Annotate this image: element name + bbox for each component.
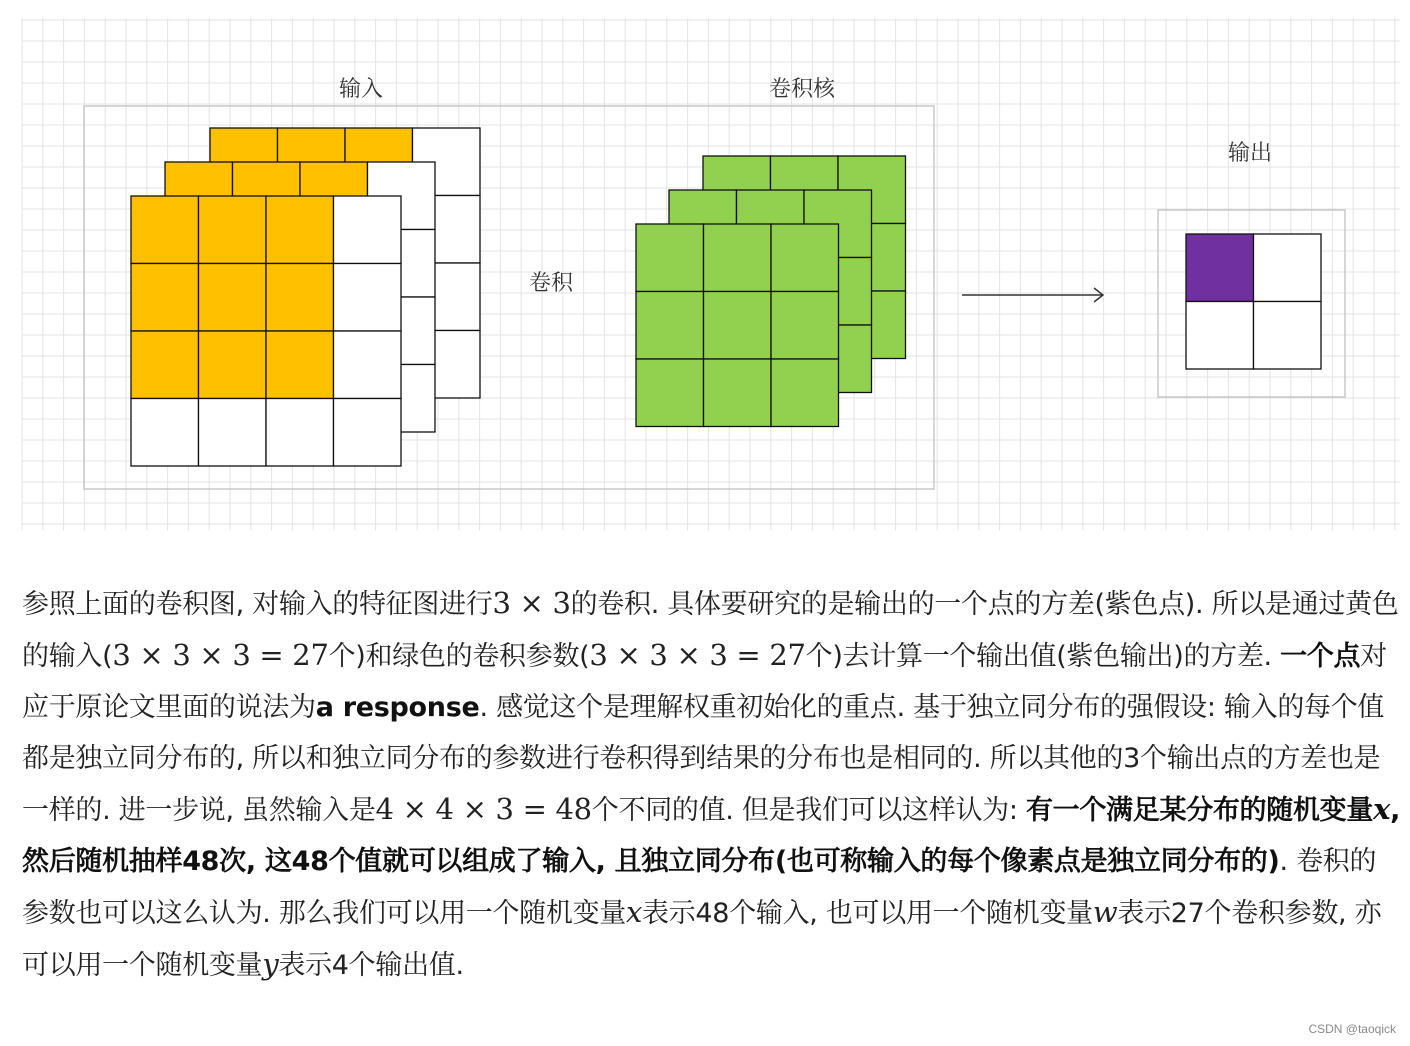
- grid-cell: [199, 399, 267, 467]
- grid-cell: [131, 196, 199, 264]
- math-input-count: 3 × 3 × 3 = 27: [112, 638, 329, 672]
- output-layer: [1186, 234, 1321, 369]
- math-48: 4 × 4 × 3 = 48: [375, 792, 592, 826]
- bold-random-variable: 有一个满足某分布的随机变量x, 然后随机抽样48次, 这48个值就可以组成了输入, 且独立同分布(也可称输入的每个像素点是独立同分布的): [22, 792, 1401, 877]
- kernel-tensor: [636, 156, 906, 427]
- label-kernel: 卷积核: [768, 77, 836, 102]
- var-w: w: [1092, 895, 1118, 929]
- kernel-layer-front: [636, 224, 839, 427]
- grid-cell: [636, 224, 704, 292]
- grid-cell: [704, 359, 772, 427]
- label-conv: 卷积: [528, 271, 574, 296]
- grid-cell: [131, 399, 199, 467]
- label-input: 输入: [338, 77, 384, 102]
- bold-a-response: a response: [315, 692, 480, 723]
- grid-cell: [636, 292, 704, 360]
- grid-cell: [334, 196, 402, 264]
- grid-cell: [771, 359, 839, 427]
- grid-cell: [1186, 302, 1254, 370]
- input-layer-front: [131, 196, 401, 466]
- explanation-paragraph: 参照上面的卷积图, 对输入的特征图进行3 × 3的卷积. 具体要研究的是输出的一个点的方差(紫色点). 所以是通过黄色的输入(3 × 3 × 3 = 27个)和绿色的卷积参数(3 × 3 × 3 = 27个)去计算一个输出值(紫色输出)的方差. 一个点对应于原论文里面的说法为a response. 感觉这个是理解权重初始化的重点. 基于独立同分布的强假设: 输入的每个值都是独立同分布的, 所以和独立同分布的参数进行卷积得到结果的分布也是相同的. 所以其他的3个输出点的方差也是一样的. 进一步说, 虽然输入是4 × 4 × 3 = 48个不同的值. 但是我们可以这样认为: 有一个满足某分布的随机变量x, 然后随机抽样48次, 这48个值就可以组成了输入, 且独立同分布(也可称输入的每个像素点是独立同分布的). 卷积的参数也可以这么认为. 那么我们可以用一个随机变量x表示48个输入, 也可以用一个随机变量w表示27个卷积参数, 亦可以用一个随机变量y表示4个输出值.: [22, 586, 1401, 981]
- grid-cell: [199, 196, 267, 264]
- var-x: x: [625, 895, 643, 929]
- grid-cell: [771, 224, 839, 292]
- grid-cell: [636, 359, 704, 427]
- math-kernel-count: 3 × 3 × 3 = 27: [589, 638, 806, 672]
- grid-cell: [199, 264, 267, 332]
- grid-cell: [266, 264, 334, 332]
- grid-cell: [1254, 234, 1322, 302]
- grid-cell: [704, 292, 772, 360]
- grid-cell: [199, 331, 267, 399]
- grid-cell: [1186, 234, 1254, 302]
- grid-cell: [704, 224, 772, 292]
- math-3x3: 3 × 3: [492, 586, 571, 620]
- grid-cell: [131, 331, 199, 399]
- watermark: CSDN @taoqick: [1308, 1022, 1396, 1036]
- grid-cell: [334, 399, 402, 467]
- bold-one-point: 一个点: [1280, 641, 1361, 672]
- input-tensor: [131, 128, 480, 466]
- grid-cell: [771, 292, 839, 360]
- grid-cell: [266, 399, 334, 467]
- grid-cell: [334, 264, 402, 332]
- output-map: [1186, 234, 1321, 369]
- grid-cell: [131, 264, 199, 332]
- grid-cell: [266, 196, 334, 264]
- label-output: 输出: [1227, 141, 1273, 166]
- grid-cell: [1254, 302, 1322, 370]
- var-y: y: [262, 947, 279, 981]
- grid-cell: [266, 331, 334, 399]
- grid-cell: [334, 331, 402, 399]
